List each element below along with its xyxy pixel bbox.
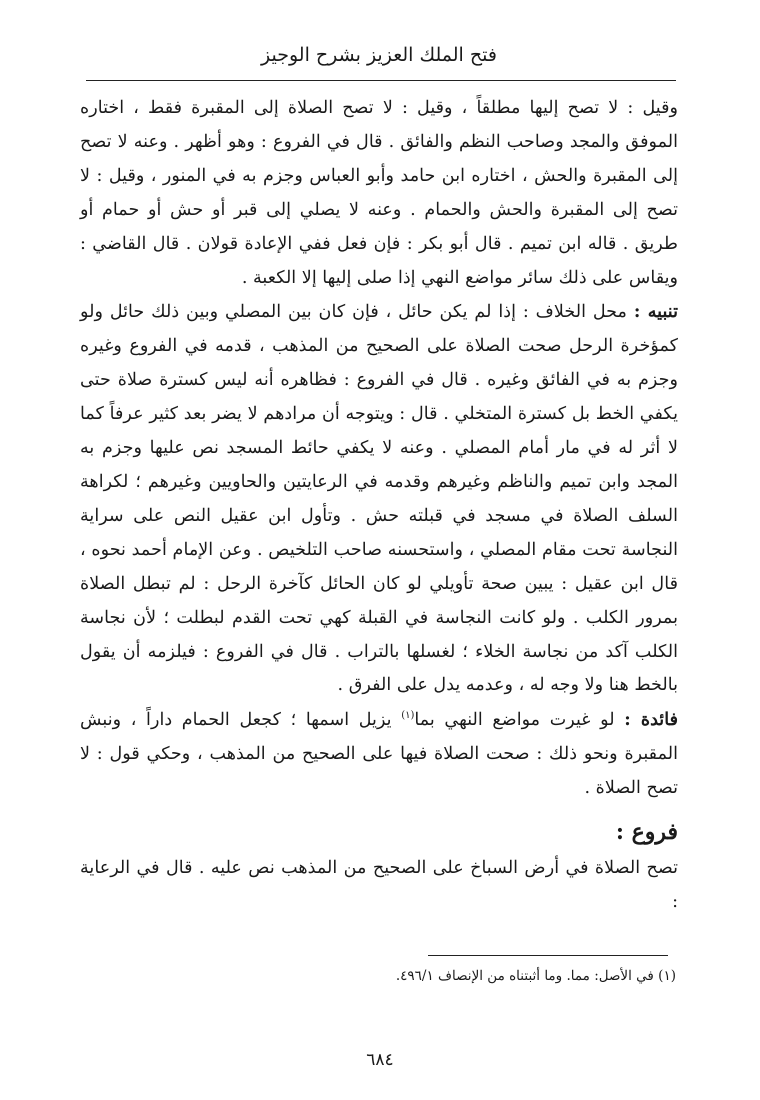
faida-text-b: يزيل اسمها ؛ كجعل الحمام داراً ، ونبش المقبرة ونحو ذلك : صحت الصلاة فيها على الصحيح من المذهب ، وحكي قول : لا تصح الصلاة . bbox=[80, 710, 678, 799]
paragraph-1: وقيل : لا تصح إليها مطلقاً ، وقيل : لا تصح الصلاة إلى المقبرة فقط ، اختاره الموفق والمجد وصاحب النظم والفائق . قال في الفروع : وهو أظهر . وعنه لا تصح إلى المقبرة والحش ، اختاره ابن حامد وأبو العباس وجزم به في المنور ، وقيل : لا تصح إلى المقبرة والحش والحمام . وعنه لا يصلي إلى قبر أو حش أو حمام أو طريق . قاله ابن تميم . قال أبو بكر : فإن فعل ففي الإعادة قولان . قال القاضي : ويقاس على ذلك سائر مواضع النهي إذا صلى إليها إلا الكعبة . bbox=[80, 98, 678, 288]
paragraph-tanbih bbox=[80, 295, 678, 703]
faida-text-a: لو غيرت مواضع النهي بما bbox=[414, 710, 625, 731]
paragraph-4: تصح الصلاة في أرض السباخ على الصحيح من المذهب نص عليه . قال في الرعاية : bbox=[80, 858, 678, 912]
faida-label: فائدة : bbox=[624, 709, 678, 731]
running-header: فتح الملك العزيز بشرح الوجيز bbox=[261, 44, 497, 66]
main-text bbox=[80, 92, 678, 920]
footnote-rule bbox=[428, 955, 668, 956]
header-rule bbox=[86, 80, 676, 81]
footnote: (١) في الأصل: مما. وما أثبتناه من الإنصاف ٤٩٦/١. bbox=[395, 968, 676, 984]
tanbih-text: محل الخلاف : إذا لم يكن حائل ، فإن كان بين المصلي وبين ذلك حائل ولو كمؤخرة الرحل صحت الصلاة على الصحيح من المذهب ، قدمه في الفروع وغيره وجزم به في الفائق وغيره . قال في الفروع : فظاهره أنه ليس كسترة صلاة حتى يكفي الخط بل كسترة المتخلي . قال : ويتوجه أن مرادهم لا يضر بعد كثير عرفاً كما لا أثر له في مار أمام المصلي . وعنه لا يكفي حائط المسجد نص عليها وجزم به المجد وابن تميم والناظم وغيرهم وقدمه في الرعايتين والحاويين وغيرهم ؛ لكراهة السلف الصلاة في مسجد في قبلته حش . وتأول ابن عقيل النص على سراية النجاسة تحت مقام المصلي ، واستحسنه صاحب التلخيص . وعن الإمام أحمد نحوه ، قال ابن عقيل : يبين صحة تأويلي لو كان الحائل كآخرة الرحل : لم تبطل الصلاة بمرور الكلب . ولو كانت النجاسة في القبلة كهي تحت القدم لبطلت ؛ لأن نجاسة الكلب آكد من نجاسة الخلاء ؛ لغسلها بالتراب . قال في الفروع : فيلزمه أن يقول بالخط هنا ولا وجه له ، وعدمه يدل على الفرق . bbox=[80, 302, 678, 696]
footnote-ref[interactable]: (١) bbox=[401, 710, 415, 722]
section-heading: فروع : bbox=[615, 819, 678, 846]
page-number: ٦٨٤ bbox=[366, 1050, 394, 1070]
paragraph-faida bbox=[80, 703, 678, 806]
tanbih-label: تنبيه : bbox=[633, 301, 678, 323]
